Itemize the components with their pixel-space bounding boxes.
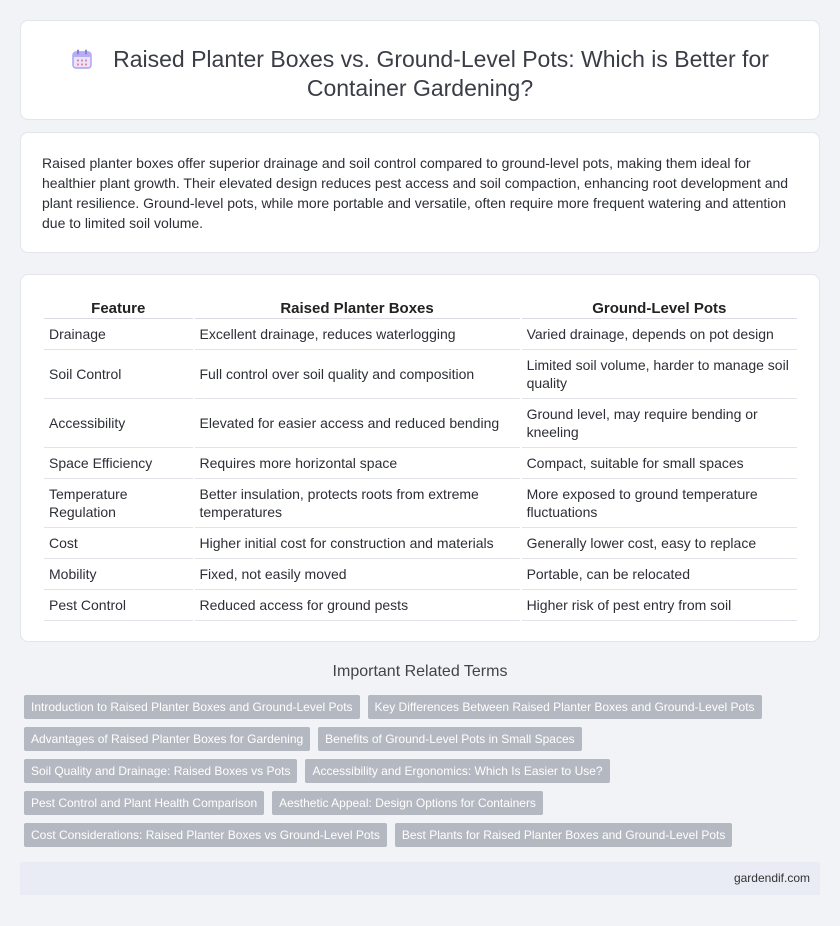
feature-cell: Accessibility <box>44 399 193 448</box>
page-title-text: Raised Planter Boxes vs. Ground-Level Pots: Which is Better for Container Gardening? <box>113 46 769 101</box>
footer <box>20 862 820 895</box>
raised-cell: Requires more horizontal space <box>195 448 520 479</box>
raised-cell: Excellent drainage, reduces waterlogging <box>195 319 520 350</box>
ground-cell: Generally lower cost, easy to replace <box>522 528 797 559</box>
ground-cell: Varied drainage, depends on pot design <box>522 319 797 350</box>
ground-cell: Higher risk of pest entry from soil <box>522 590 797 621</box>
table-row <box>44 319 797 350</box>
table-row <box>44 479 797 528</box>
header-feature: Feature <box>44 295 193 319</box>
comparison-table <box>42 295 799 621</box>
raised-cell: Elevated for easier access and reduced bending <box>195 399 520 448</box>
feature-cell: Drainage <box>44 319 193 350</box>
tag-row <box>24 727 824 751</box>
feature-cell: Mobility <box>44 559 193 590</box>
page-title <box>61 45 779 103</box>
related-term-tag[interactable]: Aesthetic Appeal: Design Options for Containers <box>272 791 543 815</box>
related-term-tag[interactable]: Key Differences Between Raised Planter Boxes and Ground-Level Pots <box>368 695 762 719</box>
related-term-tag[interactable]: Pest Control and Plant Health Comparison <box>24 791 264 815</box>
feature-cell: Temperature Regulation <box>44 479 193 528</box>
table-row <box>44 350 797 399</box>
table-row <box>44 559 797 590</box>
ground-cell: More exposed to ground temperature fluctuations <box>522 479 797 528</box>
tag-row <box>24 823 824 847</box>
feature-cell: Soil Control <box>44 350 193 399</box>
ground-cell: Compact, suitable for small spaces <box>522 448 797 479</box>
raised-cell: Fixed, not easily moved <box>195 559 520 590</box>
related-term-tag[interactable]: Accessibility and Ergonomics: Which Is Easier to Use? <box>305 759 609 783</box>
feature-cell: Pest Control <box>44 590 193 621</box>
related-term-tag[interactable]: Benefits of Ground-Level Pots in Small Spaces <box>318 727 581 751</box>
tag-row <box>24 695 824 719</box>
raised-cell: Full control over soil quality and composition <box>195 350 520 399</box>
raised-cell: Reduced access for ground pests <box>195 590 520 621</box>
intro-paragraph: Raised planter boxes offer superior drainage and soil control compared to ground-level pots, making them ideal for healthier plant growth. Their elevated design reduces pest access and soil compaction, enhancing root development and plant resilience. Ground-level pots, while more portable and versatile, often require more frequent watering and attention due to limited soil volume. <box>42 155 789 231</box>
tag-row <box>24 791 824 815</box>
raised-cell: Better insulation, protects roots from extreme temperatures <box>195 479 520 528</box>
header-raised-planter-boxes: Raised Planter Boxes <box>195 295 520 319</box>
ground-cell: Limited soil volume, harder to manage soil quality <box>522 350 797 399</box>
title-card <box>20 20 820 120</box>
feature-cell: Space Efficiency <box>44 448 193 479</box>
related-terms-heading: Important Related Terms <box>332 663 508 680</box>
table-row <box>44 399 797 448</box>
table-row <box>44 448 797 479</box>
ground-cell: Portable, can be relocated <box>522 559 797 590</box>
related-terms-list <box>24 695 824 855</box>
table-row <box>44 528 797 559</box>
related-term-tag[interactable]: Soil Quality and Drainage: Raised Boxes vs Pots <box>24 759 297 783</box>
tag-row <box>24 759 824 783</box>
related-term-tag[interactable]: Best Plants for Raised Planter Boxes and Ground-Level Pots <box>395 823 733 847</box>
intro-card <box>20 132 820 253</box>
related-term-tag[interactable]: Advantages of Raised Planter Boxes for Gardening <box>24 727 310 751</box>
table-row <box>44 590 797 621</box>
calendar-icon <box>71 48 93 70</box>
header-ground-level-pots: Ground-Level Pots <box>522 295 797 319</box>
related-term-tag[interactable]: Introduction to Raised Planter Boxes and Ground-Level Pots <box>24 695 360 719</box>
feature-cell: Cost <box>44 528 193 559</box>
comparison-card <box>20 274 820 642</box>
ground-cell: Ground level, may require bending or kneeling <box>522 399 797 448</box>
footer-site-name[interactable]: gardendif.com <box>733 871 810 885</box>
table-header-row <box>44 295 797 319</box>
raised-cell: Higher initial cost for construction and materials <box>195 528 520 559</box>
related-term-tag[interactable]: Cost Considerations: Raised Planter Boxes vs Ground-Level Pots <box>24 823 387 847</box>
